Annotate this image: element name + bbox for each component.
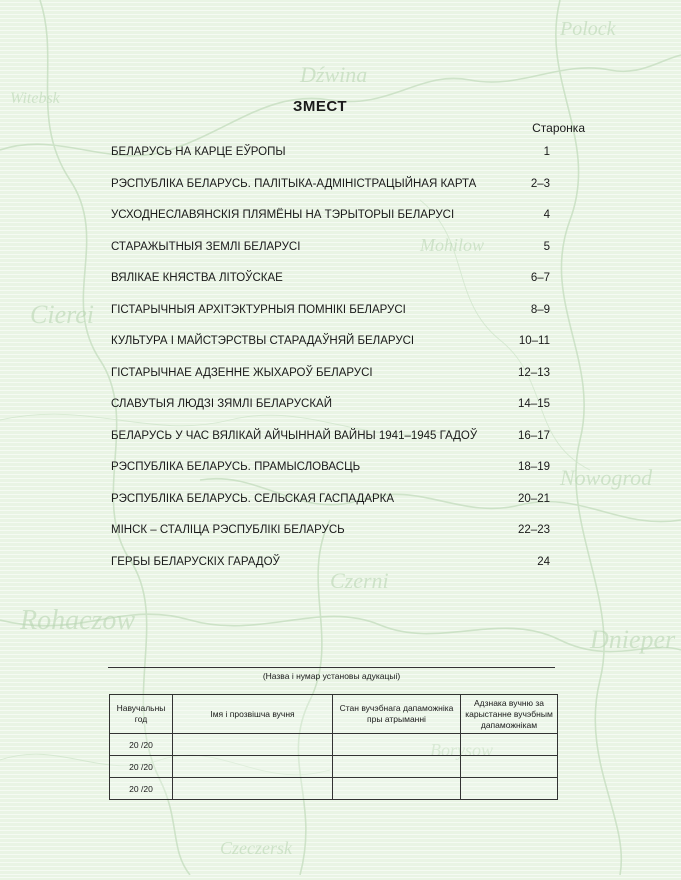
map-label: Mohilow [420,235,485,255]
table-row [110,756,558,778]
toc-entry-page: 5 [543,240,550,253]
student-name-cell[interactable] [173,778,333,800]
toc-entry[interactable] [111,140,550,172]
toc-entry[interactable] [111,550,550,582]
toc-entry-title: РЭСПУБЛІКА БЕЛАРУСЬ. ПРАМЫСЛОВАСЦЬ [111,461,361,473]
student-name-cell[interactable] [173,734,333,756]
toc-entry-page: 2–3 [530,177,550,190]
year-cell: 20 /20 [110,734,173,756]
grade-cell[interactable] [461,778,558,800]
toc-entry-title: ГІСТАРЫЧНАЕ АДЗЕННЕ ЖЫХАРОЎ БЕЛАРУСІ [111,366,373,379]
condition-cell[interactable] [333,778,461,800]
column-header-condition: Стан вучэбнага дапаможніка пры атрыманні [333,695,461,734]
map-label: Czerni [330,568,389,593]
map-label: Rohaczow [20,605,136,636]
table-of-contents [111,140,550,581]
map-label: Nowogrod [560,465,653,490]
toc-entry-page: 24 [537,555,550,568]
map-label: Borysow [430,740,493,760]
toc-entry-title: РЭСПУБЛІКА БЕЛАРУСЬ. СЕЛЬСКАЯ ГАСПАДАРКА [111,492,395,505]
institution-caption: (Назва і нумар установы адукацыі) [262,671,401,681]
toc-entry-page: 8–9 [530,303,550,316]
table-header-row [110,695,558,734]
toc-entry[interactable] [111,203,550,235]
toc-entry-page: 14–15 [518,398,550,410]
grade-cell[interactable] [461,756,558,778]
textbook-register-table [109,694,558,800]
year-cell: 20 /20 [110,778,173,800]
map-label: Czeczersk [220,838,292,858]
toc-entry[interactable] [111,392,550,424]
toc-entry[interactable] [111,455,550,487]
toc-entry[interactable] [111,329,550,361]
map-label: Dnieper [590,625,676,654]
condition-cell[interactable] [333,756,461,778]
toc-entry[interactable] [111,424,550,456]
institution-line[interactable] [108,667,555,668]
column-header-student-name: Імя і прозвішча вучня [173,695,333,734]
student-name-cell[interactable] [173,756,333,778]
page-title: ЗМЕСТ [292,98,348,115]
map-label: Witebsk [10,90,60,107]
toc-entry-page: 18–19 [518,461,550,473]
toc-entry-title: РЭСПУБЛІКА БЕЛАРУСЬ. ПАЛІТЫКА-АДМІНІСТРАЦЫЙНАЯ КАРТА [111,177,477,190]
table-row [110,734,558,756]
toc-entry-title: СТАРАЖЫТНЫЯ ЗЕМЛІ БЕЛАРУСІ [111,240,301,253]
column-header-grade: Адзнака вучню за карыстанне вучэбным дапаможнікам [461,695,558,734]
toc-entry-page: 12–13 [518,366,550,379]
toc-entry-page: 10–11 [518,335,550,347]
toc-entry-page: 16–17 [518,429,550,442]
page-column-header: Старонка [532,121,585,135]
toc-entry[interactable] [111,487,550,519]
year-cell: 20 /20 [110,756,173,778]
table-row [110,778,558,800]
toc-entry-title: БЕЛАРУСЬ У ЧАС ВЯЛІКАЙ АЙЧЫННАЙ ВАЙНЫ 1941–1945 ГАДОЎ [111,429,478,442]
toc-entry-title: ВЯЛІКАЕ КНЯСТВА ЛІТОЎСКАЕ [111,272,283,284]
map-label: Polock [560,18,616,40]
toc-entry-page: 22–23 [518,524,550,536]
grade-cell[interactable] [461,734,558,756]
toc-entry-title: МІНСК – СТАЛІЦА РЭСПУБЛІКІ БЕЛАРУСЬ [111,524,345,536]
toc-entry-title: ГЕРБЫ БЕЛАРУСКІХ ГАРАДОЎ [111,555,280,568]
toc-entry[interactable] [111,518,550,550]
condition-cell[interactable] [333,734,461,756]
toc-entry[interactable] [111,361,550,393]
toc-entry[interactable] [111,172,550,204]
map-label: Dźwina [300,62,368,87]
toc-entry-title: СЛАВУТЫЯ ЛЮДЗІ ЗЯМЛІ БЕЛАРУСКАЙ [111,398,332,410]
column-header-year: Навучальны год [110,695,173,734]
toc-entry-title: БЕЛАРУСЬ НА КАРЦЕ ЕЎРОПЫ [111,146,286,158]
map-label: Cierei [30,300,95,329]
toc-entry-title: КУЛЬТУРА І МАЙСТЭРСТВЫ СТАРАДАЎНЯЙ БЕЛАРУСІ [111,335,415,347]
toc-entry-page: 20–21 [518,492,550,505]
toc-entry-page: 4 [543,209,550,221]
toc-entry-title: УСХОДНЕСЛАВЯНСКІЯ ПЛЯМЁНЫ НА ТЭРЫТОРЫІ БЕЛАРУСІ [111,209,455,221]
toc-entry[interactable] [111,298,550,330]
toc-entry[interactable] [111,266,550,298]
toc-entry-page: 1 [543,146,550,158]
toc-entry-title: ГІСТАРЫЧНЫЯ АРХІТЭКТУРНЫЯ ПОМНІКІ БЕЛАРУСІ [111,303,406,316]
toc-entry[interactable] [111,235,550,267]
toc-entry-page: 6–7 [530,272,550,284]
